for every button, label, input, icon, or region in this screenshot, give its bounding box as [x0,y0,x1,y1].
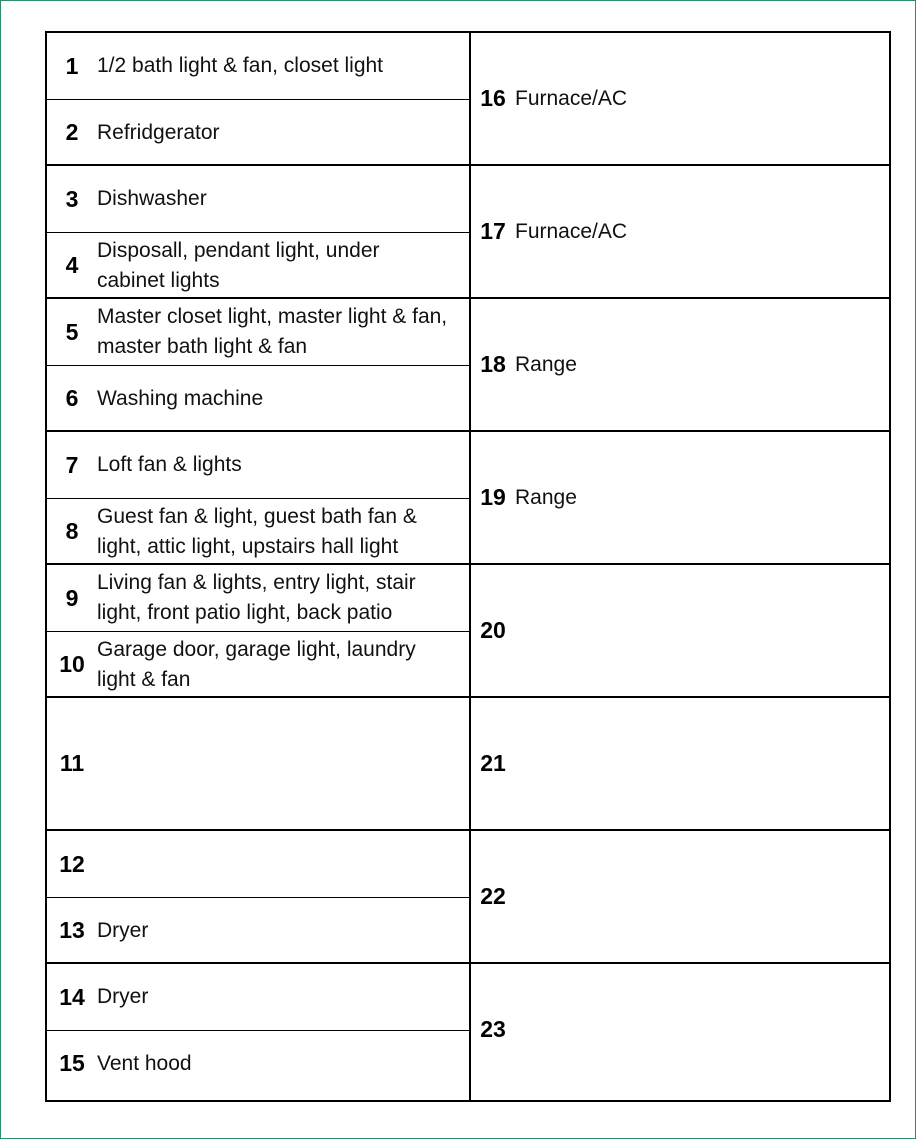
circuit-description: Dryer [97,918,149,942]
circuit-row [47,166,469,233]
circuit-row [47,698,469,829]
circuit-row [47,565,469,632]
circuit-number: 1 [65,52,79,79]
left-group-3 [47,299,469,432]
circuit-description: Range [515,352,577,376]
circuit-description: Furnace/AC [515,86,628,110]
right-group-4 [471,432,889,565]
circuit-number: 20 [480,617,506,643]
circuit-number: 13 [59,917,85,943]
circuit-description: Guest fan & light, guest bath fan & light, attic light, upstairs hall light [97,504,417,558]
right-group-7 [471,831,889,964]
circuit-row [47,898,469,963]
circuit-number: 12 [59,850,85,877]
circuit-row [471,565,889,696]
circuit-number: 21 [480,750,506,776]
circuit-number: 19 [480,484,506,510]
circuit-row [47,233,469,298]
left-group-8 [47,964,469,1097]
circuit-number: 7 [65,451,79,478]
circuit-number: 4 [65,252,79,278]
right-group-3 [471,299,889,432]
left-group-5 [47,565,469,698]
breaker-panel-directory [45,31,891,1102]
circuit-number: 15 [59,1050,85,1076]
circuit-row [471,831,889,962]
circuit-description: Dishwasher [97,187,207,210]
circuit-number: 6 [65,385,79,411]
left-group-6 [47,698,469,831]
circuit-row [47,33,469,100]
left-group-7 [47,831,469,964]
circuit-number: 9 [65,584,79,611]
left-group-1 [47,33,469,166]
right-column [471,33,889,1100]
circuit-number: 5 [65,318,79,345]
circuit-number: 16 [480,85,506,111]
circuit-row [47,100,469,165]
circuit-number: 8 [65,518,79,544]
circuit-description: Range [515,485,577,509]
circuit-description: Dryer [97,985,149,1008]
circuit-description: Loft fan & lights [97,453,242,476]
circuit-row [47,964,469,1031]
circuit-description: Garage door, garage light, laundry light & fan [97,637,416,691]
circuit-description: Refridgerator [97,120,220,144]
right-group-8 [471,964,889,1097]
right-group-2 [471,166,889,299]
circuit-number: 2 [65,119,79,145]
circuit-row [471,299,889,430]
circuit-row [471,166,889,297]
left-group-2 [47,166,469,299]
circuit-number: 22 [480,883,506,909]
circuit-row [47,299,469,366]
circuit-row [47,366,469,431]
circuit-row [47,499,469,564]
circuit-number: 11 [59,750,85,776]
circuit-row [47,1031,469,1096]
circuit-description: Living fan & lights, entry light, stair light, front patio light, back patio [97,571,416,624]
circuit-description: Furnace/AC [515,219,628,243]
circuit-row [471,698,889,829]
circuit-number: 18 [480,351,506,377]
circuit-row [471,432,889,563]
circuit-number: 14 [59,983,85,1010]
circuit-row [471,33,889,164]
right-group-6 [471,698,889,831]
circuit-row [47,432,469,499]
circuit-description: 1/2 bath light & fan, closet light [97,54,384,77]
circuit-number: 10 [59,651,85,677]
left-group-4 [47,432,469,565]
circuit-number: 17 [480,218,506,244]
circuit-description: Washing machine [97,386,264,410]
right-group-1 [471,33,889,166]
right-group-5 [471,565,889,698]
circuit-number: 3 [65,185,79,212]
circuit-number: 23 [480,1016,506,1042]
circuit-row [47,831,469,898]
circuit-description: Disposall, pendant light, under cabinet lights [97,238,380,292]
circuit-row [47,632,469,697]
circuit-row [471,964,889,1095]
circuit-description: Master closet light, master light & fan, master bath light & fan [97,305,448,358]
left-column [47,33,471,1100]
circuit-description: Vent hood [97,1051,192,1075]
